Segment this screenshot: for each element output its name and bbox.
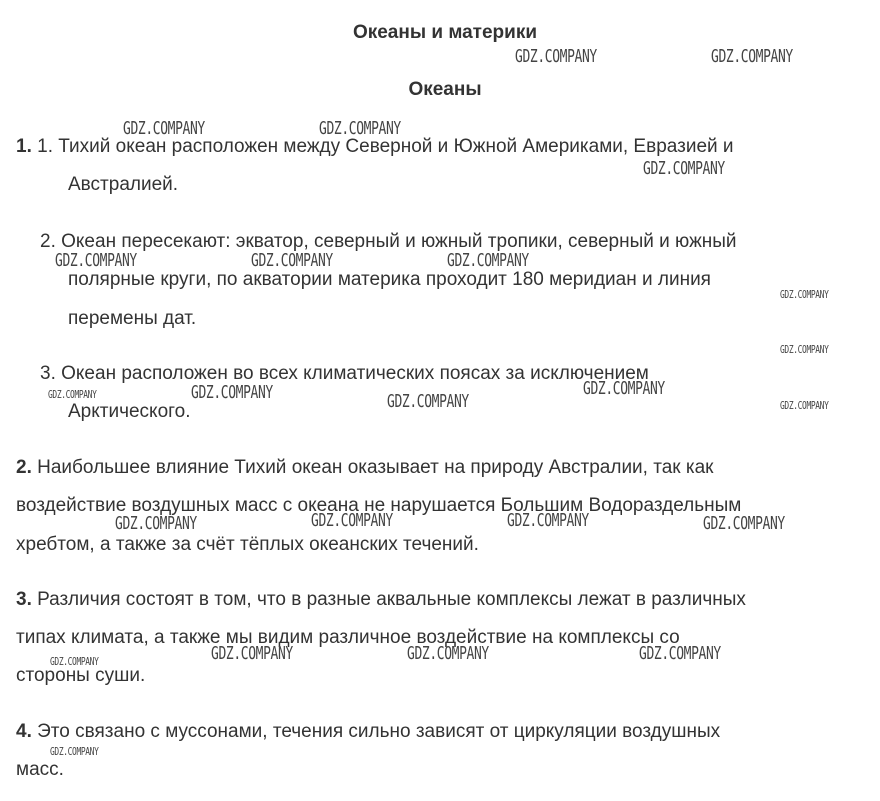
- answer-3-text: Различия состоят в том, что в разные аквальные комплексы лежат в различных: [31, 589, 746, 610]
- answer-3-number: 3.: [16, 589, 32, 610]
- watermark: GDZ.COMPANY: [643, 158, 725, 179]
- watermark: GDZ.COMPANY: [447, 250, 529, 271]
- watermark: GDZ.COMPANY: [780, 343, 829, 356]
- answer-1-item-2-line-3: перемены дат.: [68, 308, 197, 329]
- answer-1-item-2-line-1: 2. Океан пересекают: экватор, северный и южный тропики, северный и южный: [40, 231, 737, 252]
- answer-1-line-1: [16, 136, 734, 158]
- answer-1-item-1-text: 1. Тихий океан расположен между Северной и Южной Америками, Евразией и: [37, 136, 734, 157]
- answer-2-text: Наибольшее влияние Тихий океан оказывает на природу Австралии, так как: [31, 457, 714, 478]
- watermark: GDZ.COMPANY: [251, 250, 333, 271]
- watermark: GDZ.COMPANY: [123, 118, 205, 139]
- answer-1-item-2-line-2: полярные круги, по акватории материка проходит 180 меридиан и линия: [68, 269, 711, 290]
- watermark: GDZ.COMPANY: [55, 250, 137, 271]
- answer-1-item-1-line-2: Австралией.: [68, 174, 179, 195]
- watermark: GDZ.COMPANY: [50, 745, 99, 758]
- watermark: GDZ.COMPANY: [515, 46, 597, 67]
- watermark: GDZ.COMPANY: [583, 378, 665, 399]
- watermark: GDZ.COMPANY: [507, 510, 589, 531]
- watermark: GDZ.COMPANY: [319, 118, 401, 139]
- watermark: GDZ.COMPANY: [211, 643, 293, 664]
- watermark: GDZ.COMPANY: [639, 643, 721, 664]
- answer-4-number: 4.: [16, 721, 32, 742]
- answer-3-line-1: [16, 589, 746, 611]
- watermark: GDZ.COMPANY: [115, 513, 197, 534]
- answer-2-line-1: [16, 457, 713, 479]
- answer-2-line-2: воздействие воздушных масс с океана не нарушается Большим Водораздельным: [16, 495, 742, 516]
- watermark: GDZ.COMPANY: [780, 399, 829, 412]
- answer-2-line-3: хребтом, а также за счёт тёплых океанских течений.: [16, 534, 479, 555]
- answer-4-line-1: [16, 721, 720, 743]
- watermark: GDZ.COMPANY: [311, 510, 393, 531]
- watermark: GDZ.COMPANY: [407, 643, 489, 664]
- watermark: GDZ.COMPANY: [703, 513, 785, 534]
- watermark: GDZ.COMPANY: [191, 382, 273, 403]
- watermark: GDZ.COMPANY: [711, 46, 793, 67]
- answer-1-number: 1.: [16, 136, 32, 157]
- answer-4-line-2: масс.: [16, 759, 64, 780]
- watermark: GDZ.COMPANY: [387, 391, 469, 412]
- answer-4-text: Это связано с муссонами, течения сильно зависят от циркуляции воздушных: [31, 721, 721, 742]
- page-title: Океаны и материки: [352, 22, 538, 43]
- watermark: GDZ.COMPANY: [780, 288, 829, 301]
- watermark: GDZ.COMPANY: [50, 655, 99, 668]
- answer-1-item-3-line-2: Арктического.: [68, 401, 191, 422]
- answer-2-number: 2.: [16, 457, 32, 478]
- watermark: GDZ.COMPANY: [48, 388, 97, 401]
- answer-3-line-3: стороны суши.: [16, 665, 146, 686]
- answer-1-item-3-line-1: 3. Океан расположен во всех климатических поясах за исключением: [40, 363, 649, 384]
- answer-3-line-2: типах климата, а также мы видим различное воздействие на комплексы со: [16, 627, 680, 648]
- section-title: Океаны: [408, 79, 482, 100]
